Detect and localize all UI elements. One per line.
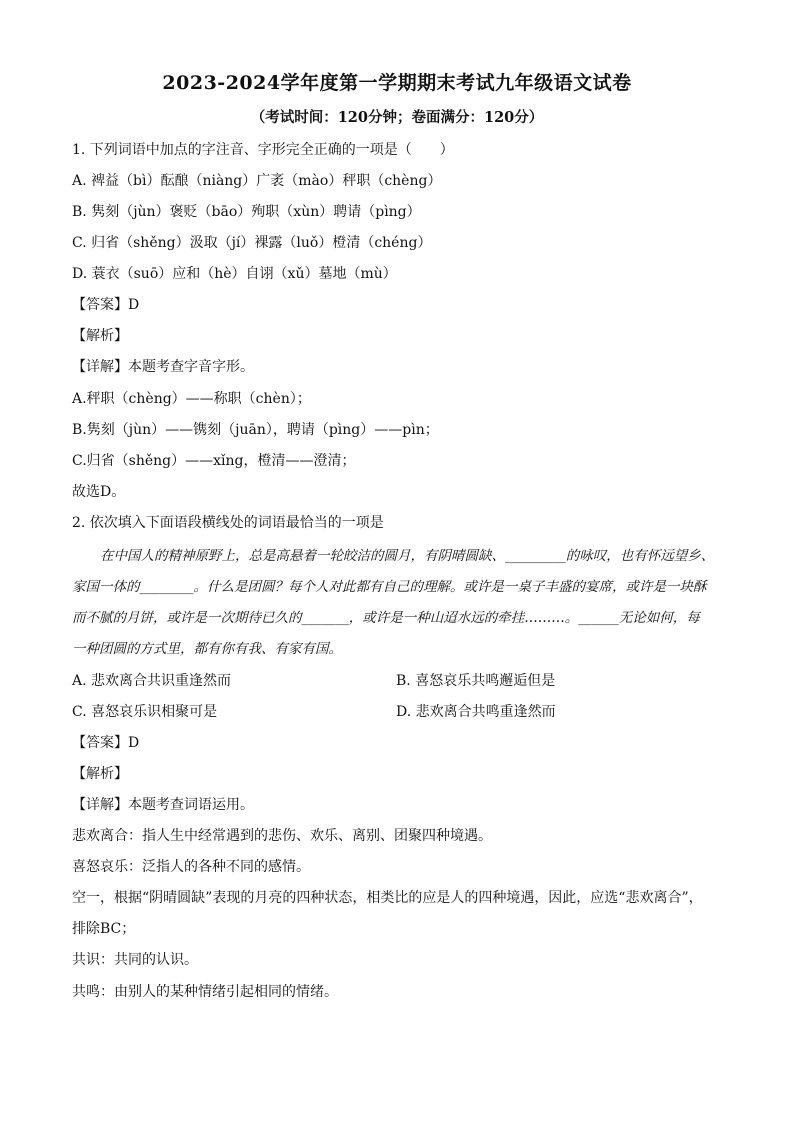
question-2-passage-line: 一种团圆的方式里，都有你有我、有家有国。 xyxy=(72,641,342,657)
question-2-detail: 排除BC； xyxy=(72,921,136,937)
page-subtitle: （考试时间：120分钟；卷面满分：120分） xyxy=(250,109,544,126)
question-2-detail: 【详解】本题考查词语运用。 xyxy=(72,797,254,813)
question-2-detail: 悲欢离合：指人生中经常遇到的悲伤、欢乐、离别、团聚四种境遇。 xyxy=(72,828,492,844)
question-2-detail: 空一，根据“阴晴圆缺”表现的月亮的四种状态，相类比的应是人的四种境遇，因此，应选“悲欢离合”， xyxy=(72,890,703,906)
question-1-detail: 【详解】本题考查字音字形。 xyxy=(72,359,254,375)
question-1-option-a: A. 裨益（bì）酝酿（niàng）广袤（mào）秤职（chèng） xyxy=(72,173,442,189)
question-2-passage-line: 而不腻的月饼，或许是一次期待已久的_______，或许是一种山迢水远的牵挂………。______无论如何，每 xyxy=(72,610,700,626)
question-2-detail: 共识：共同的认识。 xyxy=(72,952,198,968)
question-2-option-a: A. 悲欢离合共识重逢然而 xyxy=(72,673,232,689)
question-1-option-c: C. 归省（shěng）汲取（jí）裸露（luǒ）橙清（chéng） xyxy=(72,235,432,251)
question-2-passage-line: 家国一体的________。什么是团圆？每个人对此都有自己的理解。或许是一桌子丰盛的宴席，或许是一块酥 xyxy=(72,579,707,595)
question-1-option-d: D. 蓑衣（suō）应和（hè）自诩（xǔ）墓地（mù） xyxy=(72,266,397,282)
question-2-option-b: B. 喜怒哀乐共鸣邂逅但是 xyxy=(396,673,556,689)
page-title: 2023-2024学年度第一学期期末考试九年级语文试卷 xyxy=(162,72,632,94)
question-1-option-b: B. 隽刻（jùn）褒贬（bāo）殉职（xùn）聘请（pìng） xyxy=(72,204,421,220)
question-1-analysis: 【解析】 xyxy=(72,328,128,344)
question-1-answer: 【答案】D xyxy=(72,297,140,313)
question-2-analysis: 【解析】 xyxy=(72,766,128,782)
question-2-detail: 共鸣：由别人的某种情绪引起相同的情绪。 xyxy=(72,984,338,1000)
question-2-option-d: D. 悲欢离合共鸣重逢然而 xyxy=(396,704,556,720)
question-2-stem: 2. 依次填入下面语段横线处的词语最恰当的一项是 xyxy=(72,515,384,531)
question-2-detail: 喜怒哀乐：泛指人的各种不同的感情。 xyxy=(72,859,310,875)
question-1-detail: B.隽刻（jùn）——镌刻（juān），聘请（pìng）——pìn； xyxy=(72,422,439,438)
question-2-answer: 【答案】D xyxy=(72,735,140,751)
question-2-option-c: C. 喜怒哀乐识相聚可是 xyxy=(72,704,218,720)
question-1-stem: 1. 下列词语中加点的字注音、字形完全正确的一项是（ ） xyxy=(72,142,454,158)
question-1-detail: C.归省（shěng）——xǐng，橙清——澄清； xyxy=(72,453,356,469)
question-1-detail: A.秤职（chèng）——称职（chèn）； xyxy=(72,391,311,407)
question-1-detail: 故选D。 xyxy=(72,484,126,500)
question-2-passage-line: 在中国人的精神原野上，总是高悬着一轮皎洁的圆月，有阴晴圆缺、_________的咏叹，也有怀远望乡、 xyxy=(100,548,715,564)
